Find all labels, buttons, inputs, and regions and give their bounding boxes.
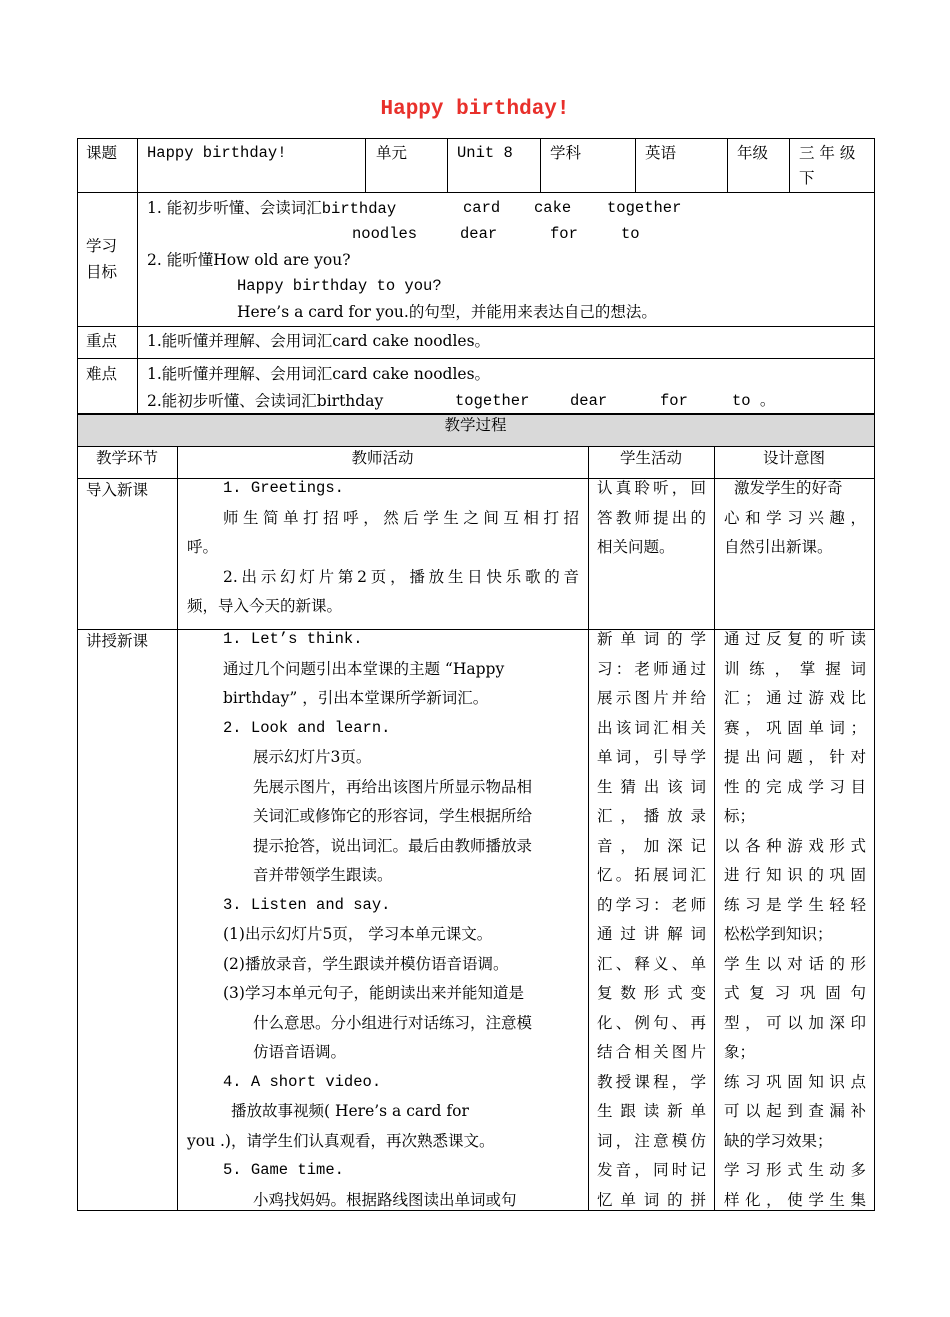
subject-label: 学科 — [550, 144, 582, 162]
objective-word-to: to — [621, 225, 640, 243]
objective-line-3: 2. 能听懂How old are you? — [147, 251, 351, 269]
difficulties-word-dear: dear — [570, 392, 608, 410]
intro-design-intent: 激发学生的好奇 心和学习兴趣， 自然引出新课。 — [724, 479, 866, 556]
difficulties-word-to: to 。 — [732, 392, 776, 410]
objective-word-card: card — [463, 199, 501, 217]
objective-word-together: together — [607, 199, 682, 217]
process-header: 教学过程 — [444, 416, 507, 434]
teach-stage: 讲授新课 — [86, 632, 149, 650]
document-title: Happy birthday! — [380, 98, 570, 121]
topic-value: Happy birthday! — [147, 144, 287, 162]
teach-teacher-activity: 1. Let’s think. 通过几个问题引出本堂课的主题 “Happy birthday” ，引出本堂课所学新词汇。 2. Look and learn. 展示幻灯片3页。 先展示图片，再给出该图片所显示物品相 关词汇或修饰它的形容词，学生根据所给 提示抢答，说出词汇。最后由教师播放录 音并带领学生跟读。 3. Listen and say. (1)出示幻灯片5页， 学习本单元课文。 (2)播放录音，学生跟读并模仿语音语调。 (3)学习本单元句子，能朗读出来并能知道是 什么意思。分小组进行对话练习，注意模 仿语音语调。 4. A short video. 播放故事视频( Here’s a card for you .)，请学生们认真观看，再次熟悉课文。 5. Game time. 小鸡找妈妈。根据路线图读出单词或句 — [187, 630, 533, 1209]
objective-word-noodles: noodles — [352, 225, 418, 243]
objectives-label-1: 学习 — [86, 237, 118, 255]
grade-value-line2: 下 — [799, 169, 815, 187]
objective-word-for: for — [550, 225, 578, 243]
difficulties-label: 难点 — [86, 365, 118, 383]
grade-label: 年级 — [737, 144, 769, 162]
col-header-teacher: 教师活动 — [351, 449, 414, 467]
col-header-intent: 设计意图 — [762, 449, 825, 467]
unit-value: Unit 8 — [457, 144, 513, 162]
objectives-label-2: 目标 — [86, 263, 118, 281]
intro-stage: 导入新课 — [86, 481, 149, 499]
objective-line-1: 1. 能初步听懂、会读词汇birthday — [147, 199, 397, 218]
objective-word-cake: cake — [534, 199, 572, 217]
difficulties-line-2: 2.能初步听懂、会读词汇birthday — [147, 392, 384, 410]
teach-design-intent: 通过反复的听读 训练，掌握词 汇；通过游戏比 赛，巩固单词； 提出问题，针对 性的完成学习目 标； 以各种游戏形式 进行知识的巩固 练习是学生轻轻 松松学到知识； 学生以对话的形 式复习巩固句 型，可以加深印 象； 练习巩固知识点 可以起到查漏补 缺的学习效果； 学习形式生动多 样化，使学生集 — [724, 630, 866, 1209]
col-header-stage: 教学环节 — [95, 449, 158, 467]
objective-word-dear: dear — [460, 225, 498, 243]
unit-label: 单元 — [376, 144, 408, 162]
objective-line-4: Happy birthday to you? — [237, 277, 442, 295]
col-header-student: 学生活动 — [619, 449, 682, 467]
intro-teacher-activity: 1. Greetings. 师生简单打招呼，然后学生之间互相打招 呼。 2.出示幻灯片第2页，播放生日快乐歌的音 频，导入今天的新课。 — [187, 479, 579, 615]
key-points-label: 重点 — [86, 332, 118, 350]
objective-line-5: Here’s a card for you.的句型，并能用来表达自己的想法。 — [237, 303, 657, 321]
difficulties-word-together: together — [455, 392, 530, 410]
subject-value: 英语 — [645, 144, 677, 162]
grade-value-line1: 三 年 级 — [799, 144, 856, 162]
teach-student-activity: 新单词的学 习：老师通过 展示图片并给 出该词汇相关 单词，引导学 生猜出该词 汇，播放录 音，加深记 忆。拓展词汇 的学习：老师 通过讲解词 汇、释义、单 复数形式变 化、例句、再 结合相关图片 教授课程，学 生跟读新单 词，注意模仿 发音，同时记 忆单词的拼 — [597, 630, 706, 1209]
difficulties-word-for: for — [660, 392, 688, 410]
topic-label: 课题 — [86, 144, 118, 162]
intro-student-activity: 认真聆听，回 答教师提出的 相关问题。 — [597, 479, 706, 556]
key-points-text: 1.能听懂并理解、会用词汇card cake noodles。 — [147, 332, 491, 350]
difficulties-line-1: 1.能听懂并理解、会用词汇card cake noodles。 — [147, 365, 491, 383]
